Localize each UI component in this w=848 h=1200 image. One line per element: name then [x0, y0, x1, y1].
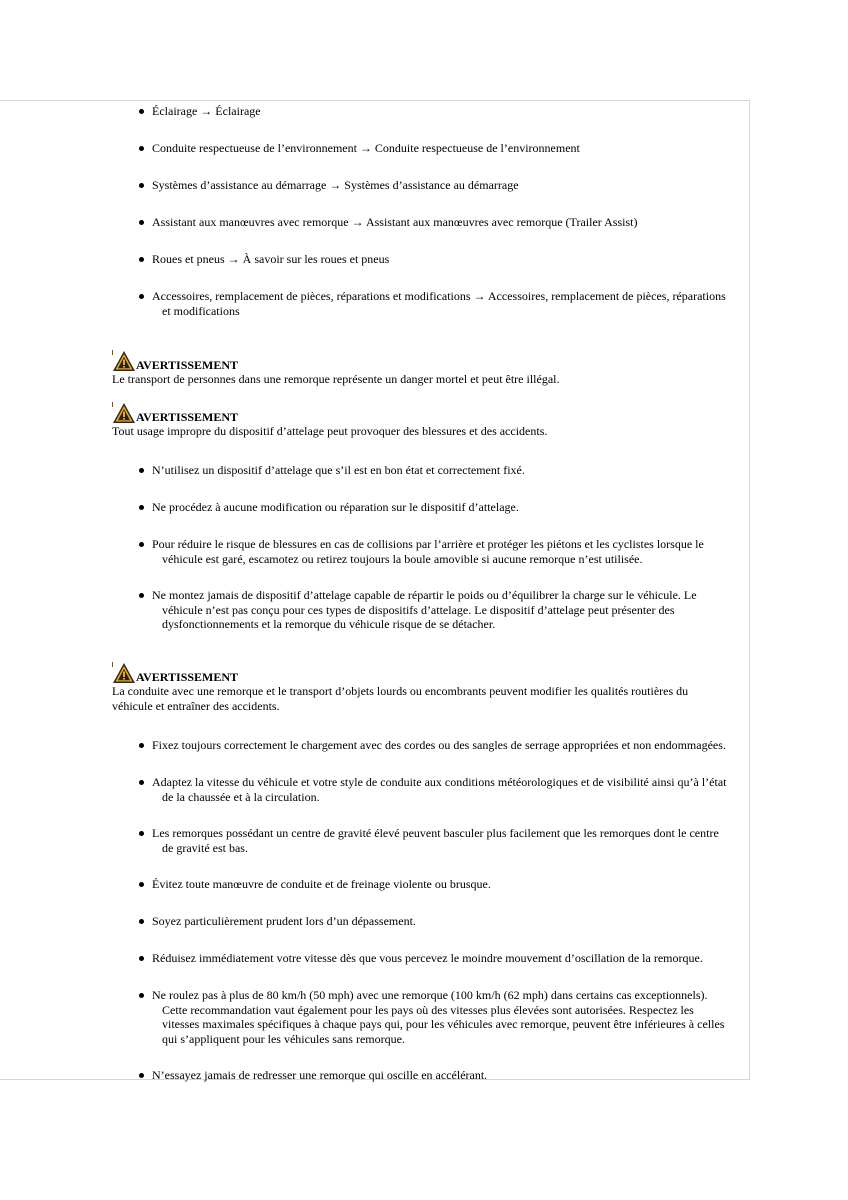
list-item: Systèmes d’assistance au démarrage → Systèmes d’assistance au démarrage [152, 178, 742, 193]
list-item: Accessoires, remplacement de pièces, réparations et modifications → Accessoires, remplacement de pièces, réparations et modifications [152, 289, 742, 318]
warning-text: La conduite avec une remorque et le transport d’objets lourds ou encombrants peuvent modifier les qualités routières du [112, 684, 689, 698]
warning-triangle-icon [112, 350, 136, 372]
list-item: Les remorques possédant un centre de gravité élevé peuvent basculer plus facilement que les remorques dont le centre de gravité est bas. [152, 826, 742, 855]
list-item: N’utilisez un dispositif d’attelage que s’il est en bon état et correctement fixé. [152, 463, 742, 478]
list-item: Éclairage → Éclairage [152, 104, 742, 119]
list-item: Réduisez immédiatement votre vitesse dès que vous percevez le moindre mouvement d’oscillation de la remorque. [152, 951, 742, 966]
list-item: Assistant aux manœuvres avec remorque → Assistant aux manœuvres avec remorque (Trailer Assist) [152, 215, 742, 230]
list-item: Ne montez jamais de dispositif d’attelage capable de répartir le poids ou d’équilibrer la charge sur le véhicule. Le véhicule n’est pas conçu pour ces types de dispositifs d’attelage. Le dispositif d’attelage peut présenter des dysfonctionnements et la remorque du véhicule risque de se détacher. [152, 588, 742, 632]
warning-text: véhicule et entraîner des accidents. [112, 698, 280, 713]
warning-text: Tout usage impropre du dispositif d’attelage peut provoquer des blessures et des accidents. [112, 424, 548, 438]
list-item: Roues et pneus → À savoir sur les roues et pneus [152, 252, 742, 267]
warning-triangle-icon [112, 662, 136, 684]
warning-text: Le transport de personnes dans une remorque représente un danger mortel et peut être illégal. [112, 372, 560, 386]
warning-title: AVERTISSEMENT [136, 358, 239, 372]
warning-box [112, 662, 732, 713]
list-item: Évitez toute manœuvre de conduite et de freinage violente ou brusque. [152, 877, 742, 892]
warning-title: AVERTISSEMENT [136, 670, 239, 684]
list-item: N’essayez jamais de redresser une remorque qui oscille en accélérant. [152, 1068, 742, 1083]
warning-triangle-icon [112, 402, 136, 424]
list-item: Fixez toujours correctement le chargement avec des cordes ou des sangles de serrage appropriées et non endommagées. [152, 738, 742, 753]
list-item: Conduite respectueuse de l’environnement → Conduite respectueuse de l’environnement [152, 141, 742, 156]
list-item: Pour réduire le risque de blessures en cas de collisions par l’arrière et protéger les piétons et les cyclistes lorsque le véhicule est garé, escamotez ou retirez toujours la boule amovible si aucune remorque n’est utilisée. [152, 537, 742, 566]
list-item: Ne procédez à aucune modification ou réparation sur le dispositif d’attelage. [152, 500, 742, 515]
list-item: Soyez particulièrement prudent lors d’un dépassement. [152, 914, 742, 929]
list-item: Ne roulez pas à plus de 80 km/h (50 mph) avec une remorque (100 km/h (62 mph) dans certains cas exceptionnels). Cette recommandation vaut également pour les pays où des vitesses plus élevées sont autorisées. Respectez les vitesses maximales spécifiques à chaque pays qui, pour les véhicules avec remorque, peuvent être inférieures à celles qui s’appliquent pour les véhicules sans remorque. [152, 988, 742, 1046]
warning-box [112, 402, 732, 439]
warning-title: AVERTISSEMENT [136, 410, 239, 424]
list-item: Adaptez la vitesse du véhicule et votre style de conduite aux conditions météorologiques et de visibilité ainsi qu’à l’état de la chaussée et à la circulation. [152, 775, 742, 804]
warning-box [112, 350, 732, 387]
